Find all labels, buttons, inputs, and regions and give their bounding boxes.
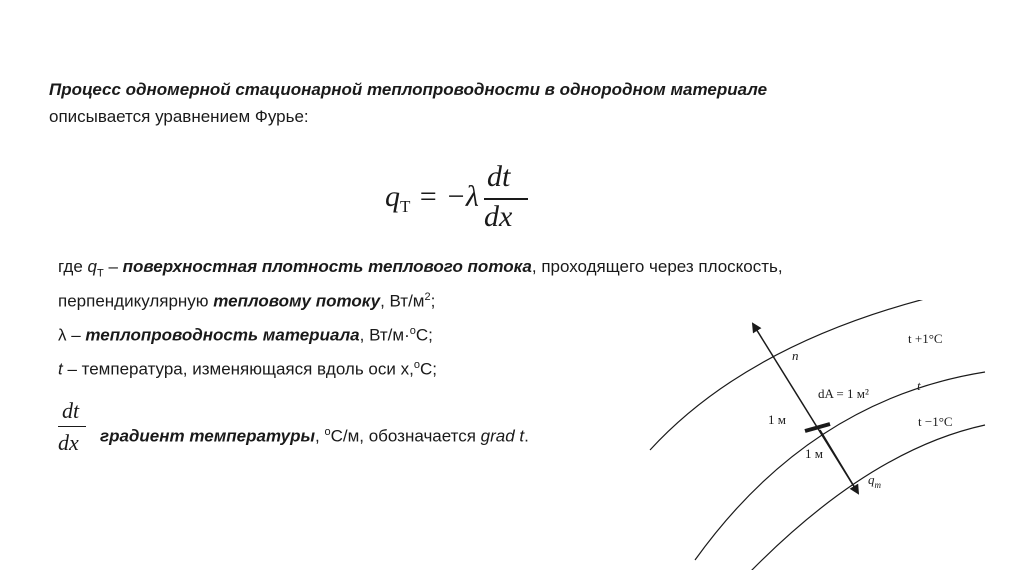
intro-subheading: описывается уравнением Фурье: [49, 107, 309, 126]
def-prefix: λ – [58, 325, 86, 345]
intro-heading: Процесс одномерной стационарной теплопроводности в однородном материале [49, 80, 768, 99]
def-rest: , [315, 426, 325, 446]
def-symbol: q [87, 257, 98, 276]
def-sup: 2 [424, 291, 431, 303]
heat-flux-symbol: q [385, 180, 400, 213]
def-prefix: где [58, 257, 88, 276]
isotherm-diagram [640, 300, 1010, 570]
def-grad: grad t [480, 426, 525, 446]
fraction-denominator: dx [484, 200, 513, 233]
def-sup: o [324, 426, 331, 438]
label-t-plus-1: t +1°C [908, 331, 943, 346]
heat-flux-arrow [820, 430, 858, 493]
label-1m-bottom: 1 м [805, 446, 823, 461]
def-term: тепловому потоку [213, 291, 381, 311]
gradient-numerator: dt [62, 398, 80, 423]
label-n: n [792, 348, 799, 363]
label-1m-top: 1 м [768, 412, 786, 427]
isotherm-t-minus-1 [750, 425, 985, 570]
area-element-da [805, 424, 830, 431]
definition-temperature [58, 359, 437, 380]
def-rest: , проходящего через плоскость, [531, 257, 783, 276]
definition-gradient [100, 426, 529, 447]
fourier-lhs [385, 180, 479, 217]
def-sup: o [413, 359, 420, 371]
def-term: теплопроводность материала [85, 325, 360, 345]
def-symbol: t [58, 359, 63, 379]
def-end: C; [415, 325, 433, 345]
equals-minus-lambda: = −λ [410, 180, 479, 213]
definition-heat-flux-cont [58, 291, 435, 312]
def-rest: , Вт/м [359, 325, 405, 345]
label-t: t [917, 378, 921, 393]
gradient-denominator: dx [58, 430, 79, 455]
def-dash: – [103, 257, 123, 276]
def-end: . [524, 426, 529, 446]
def-term: поверхностная плотность теплового потока [122, 257, 532, 276]
definition-conductivity [58, 325, 433, 346]
label-qt [868, 472, 882, 490]
def-term: градиент температуры [100, 426, 316, 446]
label-t-minus-1: t −1°C [918, 414, 953, 429]
def-rest: – температура, изменяющаяся вдоль оси х, [62, 359, 414, 379]
heat-flux-subscript: Т [400, 197, 411, 216]
def-end: C; [419, 359, 437, 379]
gradient-fraction-bar [58, 426, 86, 427]
def-prefix: перпендикулярную [58, 291, 214, 311]
label-qt-symbol: q [868, 472, 875, 487]
label-da: dA = 1 м² [818, 386, 869, 401]
definition-heat-flux [58, 257, 783, 279]
def-rest: , Вт/м [380, 291, 425, 311]
def-rest2: С/м, обозначается [330, 426, 481, 446]
def-sup: o [409, 325, 416, 337]
def-subscript: Т [97, 267, 104, 280]
label-qt-subscript: т [874, 480, 881, 490]
def-dot: · [404, 325, 410, 345]
fraction-numerator: dt [487, 160, 511, 193]
def-end: ; [430, 291, 436, 311]
